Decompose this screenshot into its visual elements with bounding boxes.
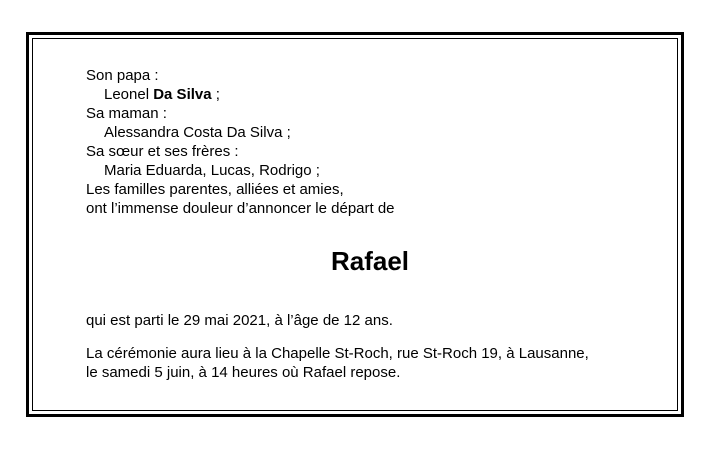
mother-label: Sa maman : bbox=[86, 105, 167, 122]
siblings-label: Sa sœur et ses frères : bbox=[86, 143, 239, 160]
father-last-name: Da Silva bbox=[153, 86, 212, 103]
siblings-names: Maria Eduarda, Lucas, Rodrigo ; bbox=[104, 162, 320, 179]
father-label: Son papa : bbox=[86, 67, 159, 84]
family-list bbox=[86, 66, 656, 218]
ceremony-line-2: le samedi 5 juin, à 14 heures où Rafael repose. bbox=[86, 364, 401, 381]
father-name-end: ; bbox=[211, 86, 220, 103]
mother-name: Alessandra Costa Da Silva ; bbox=[104, 124, 291, 141]
passed-line: qui est parti le 29 mai 2021, à l’âge de 12 ans. bbox=[86, 312, 393, 329]
father-first-name: Leonel bbox=[104, 86, 154, 103]
ceremony-info bbox=[86, 344, 656, 382]
ceremony-line-1: La cérémonie aura lieu à la Chapelle St-Roch, rue St-Roch 19, à Lausanne, bbox=[86, 345, 589, 362]
deceased-name: Rafael bbox=[330, 246, 410, 276]
families-line: Les familles parentes, alliées et amies, bbox=[86, 181, 344, 198]
father-name bbox=[86, 85, 656, 104]
announce-line: ont l’immense douleur d’annoncer le départ de bbox=[86, 200, 395, 217]
